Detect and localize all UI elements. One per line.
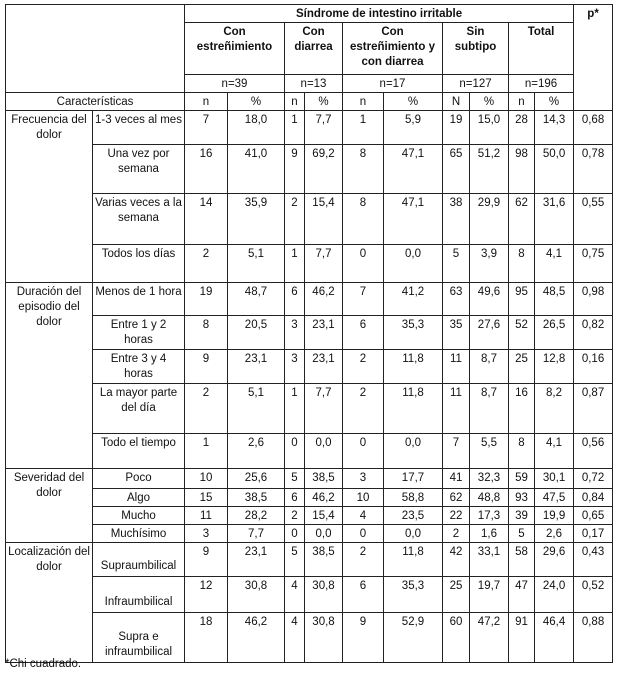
unit-header: % bbox=[228, 93, 285, 111]
count-cell: 9 bbox=[185, 543, 228, 577]
row-label: Poco bbox=[93, 469, 185, 489]
percent-cell: 0,0 bbox=[305, 434, 343, 469]
percent-cell: 46,4 bbox=[535, 613, 574, 663]
table-row bbox=[6, 350, 613, 384]
count-cell: 8 bbox=[343, 145, 384, 194]
percent-cell: 0,0 bbox=[384, 245, 443, 283]
p-value-cell: 0,75 bbox=[574, 245, 613, 283]
count-cell: 19 bbox=[443, 111, 470, 145]
percent-cell: 0,0 bbox=[305, 525, 343, 543]
count-cell: 8 bbox=[509, 434, 535, 469]
percent-cell: 11,8 bbox=[384, 350, 443, 384]
percent-cell: 2,6 bbox=[535, 525, 574, 543]
percent-cell: 27,6 bbox=[470, 316, 509, 350]
column-sample-size: n=127 bbox=[443, 75, 509, 93]
percent-cell: 47,1 bbox=[384, 145, 443, 194]
p-value-cell: 0,65 bbox=[574, 507, 613, 525]
count-cell: 60 bbox=[443, 613, 470, 663]
percent-cell: 2,6 bbox=[228, 434, 285, 469]
percent-cell: 23,1 bbox=[228, 350, 285, 384]
column-header: Con estreñimiento bbox=[185, 23, 285, 75]
row-label: Menos de 1 hora bbox=[93, 283, 185, 316]
count-cell: 91 bbox=[509, 613, 535, 663]
row-label: 1-3 veces al mes bbox=[93, 111, 185, 145]
row-label: Supra e infraumbilical bbox=[93, 613, 185, 663]
percent-cell: 1,6 bbox=[470, 525, 509, 543]
characteristics-header: Características bbox=[6, 93, 185, 111]
count-cell: 25 bbox=[509, 350, 535, 384]
percent-cell: 46,2 bbox=[305, 489, 343, 507]
row-label: Algo bbox=[93, 489, 185, 507]
p-value-cell: 0,72 bbox=[574, 469, 613, 489]
group-label: Frecuencia del dolor bbox=[6, 111, 93, 283]
table-row bbox=[6, 434, 613, 469]
percent-cell: 25,6 bbox=[228, 469, 285, 489]
count-cell: 14 bbox=[185, 194, 228, 245]
count-cell: 0 bbox=[285, 525, 305, 543]
table-row bbox=[6, 283, 613, 316]
unit-header: % bbox=[535, 93, 574, 111]
unit-header: n bbox=[185, 93, 228, 111]
row-label: Supraumbilical bbox=[93, 543, 185, 577]
row-label: Infraumbilical bbox=[93, 577, 185, 613]
percent-cell: 46,2 bbox=[305, 283, 343, 316]
percent-cell: 29,9 bbox=[470, 194, 509, 245]
column-header: Con estreñimiento y con diarrea bbox=[343, 23, 443, 75]
percent-cell: 26,5 bbox=[535, 316, 574, 350]
count-cell: 58 bbox=[509, 543, 535, 577]
unit-header: N bbox=[443, 93, 470, 111]
header-row-units bbox=[6, 93, 613, 111]
count-cell: 5 bbox=[443, 245, 470, 283]
count-cell: 9 bbox=[343, 613, 384, 663]
percent-cell: 47,2 bbox=[470, 613, 509, 663]
table-row bbox=[6, 384, 613, 434]
count-cell: 6 bbox=[343, 316, 384, 350]
count-cell: 16 bbox=[185, 145, 228, 194]
count-cell: 28 bbox=[509, 111, 535, 145]
percent-cell: 32,3 bbox=[470, 469, 509, 489]
p-value-cell: 0,68 bbox=[574, 111, 613, 145]
percent-cell: 30,8 bbox=[305, 577, 343, 613]
percent-cell: 38,5 bbox=[305, 469, 343, 489]
percent-cell: 15,0 bbox=[470, 111, 509, 145]
count-cell: 62 bbox=[443, 489, 470, 507]
percent-cell: 5,1 bbox=[228, 245, 285, 283]
p-value-cell: 0,98 bbox=[574, 283, 613, 316]
percent-cell: 7,7 bbox=[228, 525, 285, 543]
count-cell: 7 bbox=[185, 111, 228, 145]
percent-cell: 52,9 bbox=[384, 613, 443, 663]
percent-cell: 48,7 bbox=[228, 283, 285, 316]
p-value-cell: 0,56 bbox=[574, 434, 613, 469]
percent-cell: 46,2 bbox=[228, 613, 285, 663]
percent-cell: 47,1 bbox=[384, 194, 443, 245]
percent-cell: 58,8 bbox=[384, 489, 443, 507]
p-value-cell: 0,52 bbox=[574, 577, 613, 613]
percent-cell: 28,2 bbox=[228, 507, 285, 525]
percent-cell: 38,5 bbox=[305, 543, 343, 577]
row-label: Una vez por semana bbox=[93, 145, 185, 194]
percent-cell: 23,5 bbox=[384, 507, 443, 525]
p-value-cell: 0,78 bbox=[574, 145, 613, 194]
row-label: Todos los días bbox=[93, 245, 185, 283]
percent-cell: 15,4 bbox=[305, 507, 343, 525]
p-header: p* bbox=[574, 5, 613, 111]
count-cell: 9 bbox=[185, 350, 228, 384]
count-cell: 6 bbox=[285, 489, 305, 507]
count-cell: 25 bbox=[443, 577, 470, 613]
count-cell: 19 bbox=[185, 283, 228, 316]
count-cell: 0 bbox=[343, 525, 384, 543]
percent-cell: 24,0 bbox=[535, 577, 574, 613]
count-cell: 47 bbox=[509, 577, 535, 613]
count-cell: 3 bbox=[185, 525, 228, 543]
count-cell: 15 bbox=[185, 489, 228, 507]
count-cell: 1 bbox=[343, 111, 384, 145]
percent-cell: 11,8 bbox=[384, 384, 443, 434]
row-label: La mayor parte del día bbox=[93, 384, 185, 434]
percent-cell: 17,3 bbox=[470, 507, 509, 525]
percent-cell: 41,2 bbox=[384, 283, 443, 316]
percent-cell: 48,8 bbox=[470, 489, 509, 507]
unit-header: n bbox=[509, 93, 535, 111]
count-cell: 5 bbox=[509, 525, 535, 543]
corner-cell bbox=[6, 5, 185, 93]
percent-cell: 48,5 bbox=[535, 283, 574, 316]
count-cell: 2 bbox=[185, 245, 228, 283]
percent-cell: 3,9 bbox=[470, 245, 509, 283]
count-cell: 1 bbox=[285, 111, 305, 145]
percent-cell: 31,6 bbox=[535, 194, 574, 245]
percent-cell: 8,7 bbox=[470, 384, 509, 434]
percent-cell: 23,1 bbox=[305, 350, 343, 384]
count-cell: 18 bbox=[185, 613, 228, 663]
count-cell: 11 bbox=[443, 384, 470, 434]
percent-cell: 5,1 bbox=[228, 384, 285, 434]
percent-cell: 30,8 bbox=[228, 577, 285, 613]
percent-cell: 7,7 bbox=[305, 384, 343, 434]
percent-cell: 30,1 bbox=[535, 469, 574, 489]
percent-cell: 50,0 bbox=[535, 145, 574, 194]
table-row bbox=[6, 489, 613, 507]
count-cell: 1 bbox=[285, 245, 305, 283]
count-cell: 8 bbox=[343, 194, 384, 245]
count-cell: 3 bbox=[343, 469, 384, 489]
count-cell: 2 bbox=[343, 543, 384, 577]
percent-cell: 51,2 bbox=[470, 145, 509, 194]
unit-header: % bbox=[305, 93, 343, 111]
count-cell: 6 bbox=[285, 283, 305, 316]
count-cell: 9 bbox=[285, 145, 305, 194]
count-cell: 62 bbox=[509, 194, 535, 245]
count-cell: 10 bbox=[343, 489, 384, 507]
table-row bbox=[6, 469, 613, 489]
count-cell: 98 bbox=[509, 145, 535, 194]
count-cell: 39 bbox=[509, 507, 535, 525]
table-row bbox=[6, 507, 613, 525]
count-cell: 12 bbox=[185, 577, 228, 613]
count-cell: 22 bbox=[443, 507, 470, 525]
unit-header: % bbox=[384, 93, 443, 111]
table-row bbox=[6, 543, 613, 577]
p-value-cell: 0,43 bbox=[574, 543, 613, 577]
header-row-group bbox=[6, 5, 613, 23]
count-cell: 8 bbox=[185, 316, 228, 350]
results-table bbox=[5, 4, 613, 663]
percent-cell: 20,5 bbox=[228, 316, 285, 350]
percent-cell: 35,3 bbox=[384, 316, 443, 350]
percent-cell: 47,5 bbox=[535, 489, 574, 507]
group-label: Localización del dolor bbox=[6, 543, 93, 663]
column-sample-size: n=196 bbox=[509, 75, 574, 93]
count-cell: 4 bbox=[285, 613, 305, 663]
group-title: Síndrome de intestino irritable bbox=[185, 5, 574, 23]
count-cell: 2 bbox=[285, 194, 305, 245]
percent-cell: 29,6 bbox=[535, 543, 574, 577]
group-label: Duración del episodio del dolor bbox=[6, 283, 93, 469]
row-label: Entre 1 y 2 horas bbox=[93, 316, 185, 350]
count-cell: 42 bbox=[443, 543, 470, 577]
table-row bbox=[6, 194, 613, 245]
count-cell: 4 bbox=[285, 577, 305, 613]
p-value-cell: 0,82 bbox=[574, 316, 613, 350]
count-cell: 65 bbox=[443, 145, 470, 194]
percent-cell: 7,7 bbox=[305, 245, 343, 283]
row-label: Todo el tiempo bbox=[93, 434, 185, 469]
count-cell: 2 bbox=[185, 384, 228, 434]
footnote: *Chi cuadrado. bbox=[5, 658, 82, 670]
count-cell: 1 bbox=[185, 434, 228, 469]
row-label: Mucho bbox=[93, 507, 185, 525]
percent-cell: 5,5 bbox=[470, 434, 509, 469]
count-cell: 7 bbox=[343, 283, 384, 316]
percent-cell: 23,1 bbox=[228, 543, 285, 577]
column-sample-size: n=13 bbox=[285, 75, 343, 93]
percent-cell: 69,2 bbox=[305, 145, 343, 194]
p-value-cell: 0,17 bbox=[574, 525, 613, 543]
count-cell: 0 bbox=[343, 434, 384, 469]
p-value-cell: 0,87 bbox=[574, 384, 613, 434]
percent-cell: 14,3 bbox=[535, 111, 574, 145]
group-label: Severidad del dolor bbox=[6, 469, 93, 543]
table-row bbox=[6, 577, 613, 613]
count-cell: 3 bbox=[285, 316, 305, 350]
count-cell: 8 bbox=[509, 245, 535, 283]
count-cell: 38 bbox=[443, 194, 470, 245]
count-cell: 41 bbox=[443, 469, 470, 489]
count-cell: 0 bbox=[343, 245, 384, 283]
count-cell: 52 bbox=[509, 316, 535, 350]
table-row bbox=[6, 613, 613, 663]
row-label: Varias veces a la semana bbox=[93, 194, 185, 245]
count-cell: 2 bbox=[443, 525, 470, 543]
row-label: Muchísimo bbox=[93, 525, 185, 543]
count-cell: 63 bbox=[443, 283, 470, 316]
percent-cell: 15,4 bbox=[305, 194, 343, 245]
percent-cell: 7,7 bbox=[305, 111, 343, 145]
p-value-cell: 0,55 bbox=[574, 194, 613, 245]
count-cell: 93 bbox=[509, 489, 535, 507]
percent-cell: 0,0 bbox=[384, 434, 443, 469]
count-cell: 4 bbox=[343, 507, 384, 525]
column-sample-size: n=39 bbox=[185, 75, 285, 93]
p-value-cell: 0,84 bbox=[574, 489, 613, 507]
row-label: Entre 3 y 4 horas bbox=[93, 350, 185, 384]
column-header: Sin subtipo bbox=[443, 23, 509, 75]
percent-cell: 38,5 bbox=[228, 489, 285, 507]
count-cell: 5 bbox=[285, 469, 305, 489]
count-cell: 1 bbox=[285, 384, 305, 434]
table-row bbox=[6, 316, 613, 350]
count-cell: 7 bbox=[443, 434, 470, 469]
table-row bbox=[6, 245, 613, 283]
table-row bbox=[6, 111, 613, 145]
percent-cell: 33,1 bbox=[470, 543, 509, 577]
count-cell: 2 bbox=[343, 350, 384, 384]
count-cell: 35 bbox=[443, 316, 470, 350]
p-value-cell: 0,16 bbox=[574, 350, 613, 384]
percent-cell: 35,9 bbox=[228, 194, 285, 245]
percent-cell: 41,0 bbox=[228, 145, 285, 194]
count-cell: 0 bbox=[285, 434, 305, 469]
table-row bbox=[6, 525, 613, 543]
p-value-cell: 0,88 bbox=[574, 613, 613, 663]
percent-cell: 18,0 bbox=[228, 111, 285, 145]
count-cell: 5 bbox=[285, 543, 305, 577]
column-sample-size: n=17 bbox=[343, 75, 443, 93]
percent-cell: 5,9 bbox=[384, 111, 443, 145]
percent-cell: 4,1 bbox=[535, 434, 574, 469]
percent-cell: 49,6 bbox=[470, 283, 509, 316]
percent-cell: 4,1 bbox=[535, 245, 574, 283]
unit-header: % bbox=[470, 93, 509, 111]
percent-cell: 23,1 bbox=[305, 316, 343, 350]
percent-cell: 12,8 bbox=[535, 350, 574, 384]
count-cell: 11 bbox=[443, 350, 470, 384]
unit-header: n bbox=[343, 93, 384, 111]
percent-cell: 19,9 bbox=[535, 507, 574, 525]
percent-cell: 17,7 bbox=[384, 469, 443, 489]
count-cell: 6 bbox=[343, 577, 384, 613]
count-cell: 16 bbox=[509, 384, 535, 434]
count-cell: 11 bbox=[185, 507, 228, 525]
column-header: Total bbox=[509, 23, 574, 75]
percent-cell: 0,0 bbox=[384, 525, 443, 543]
count-cell: 2 bbox=[285, 507, 305, 525]
count-cell: 3 bbox=[285, 350, 305, 384]
percent-cell: 8,7 bbox=[470, 350, 509, 384]
percent-cell: 35,3 bbox=[384, 577, 443, 613]
percent-cell: 11,8 bbox=[384, 543, 443, 577]
percent-cell: 19,7 bbox=[470, 577, 509, 613]
percent-cell: 30,8 bbox=[305, 613, 343, 663]
percent-cell: 8,2 bbox=[535, 384, 574, 434]
count-cell: 59 bbox=[509, 469, 535, 489]
unit-header: n bbox=[285, 93, 305, 111]
column-header: Con diarrea bbox=[285, 23, 343, 75]
table-row bbox=[6, 145, 613, 194]
count-cell: 10 bbox=[185, 469, 228, 489]
count-cell: 95 bbox=[509, 283, 535, 316]
count-cell: 2 bbox=[343, 384, 384, 434]
